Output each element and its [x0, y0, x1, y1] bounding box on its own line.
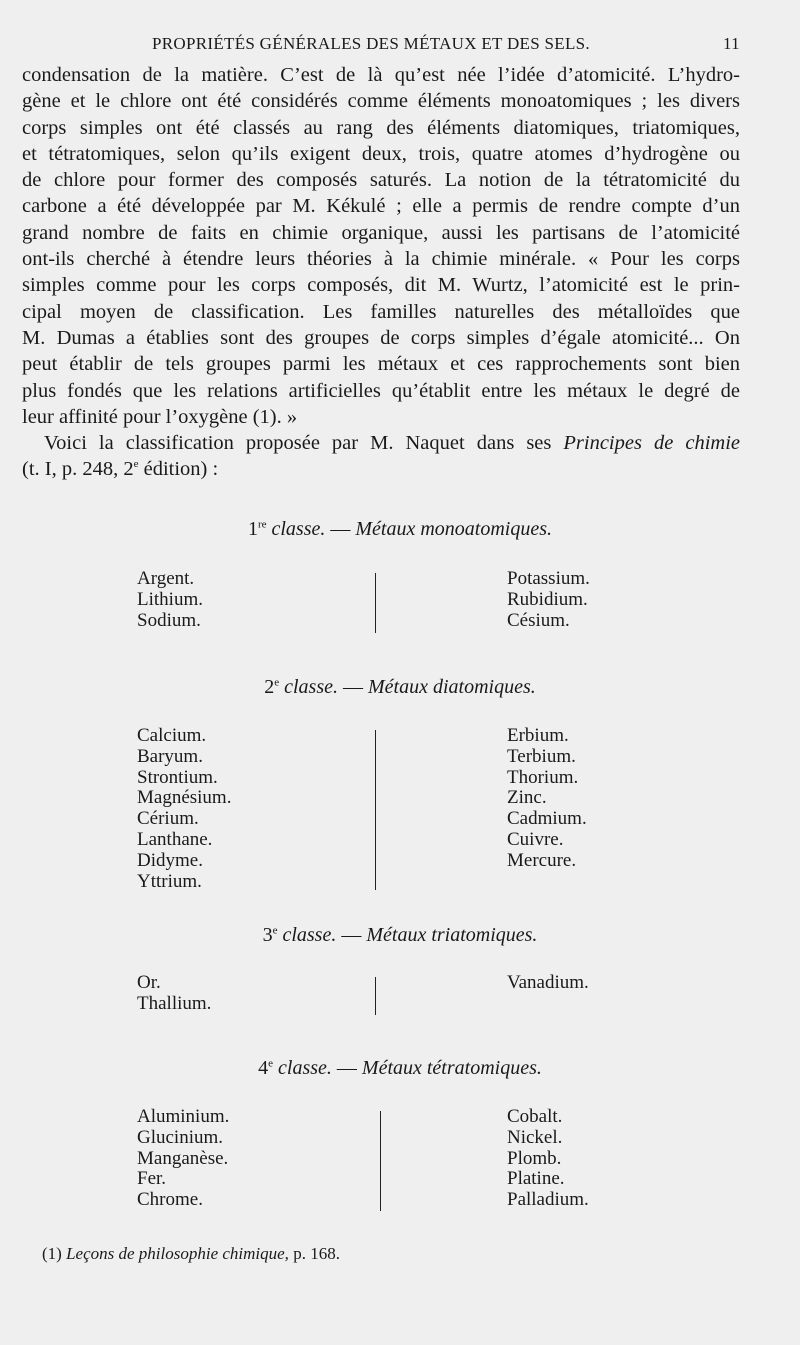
- class-label: classe.: [273, 1057, 332, 1079]
- element-name: Manganèse.: [137, 1147, 229, 1169]
- element-name: Cérium.: [137, 808, 199, 830]
- element-name: Lithium.: [137, 588, 203, 610]
- class-label: classe.: [266, 518, 326, 540]
- text-line: de chlore pour former des composés saturés. La notion de la tétratomicité du: [22, 169, 740, 192]
- element-name: Césium.: [507, 609, 570, 631]
- class-3-right-column: [507, 973, 589, 994]
- element-name: Didyme.: [137, 849, 203, 871]
- element-name: Cobalt.: [507, 1106, 563, 1127]
- text-line: plus fondés que les relations artificielles qu’établit entre les métaux le degré de: [22, 379, 740, 402]
- column-divider: [380, 1111, 381, 1211]
- superscript: re: [257, 518, 267, 531]
- dash: —: [338, 676, 369, 698]
- element-name: Fer.: [137, 1168, 167, 1190]
- text-line: simples comme pour les corps composés, dit M. Wurtz, l’atomicité est le prin-: [22, 274, 740, 297]
- element-name: Mercure.: [507, 849, 577, 871]
- element-name: Potassium.: [507, 568, 590, 589]
- class-number: 1: [247, 518, 258, 540]
- dash: —: [331, 1057, 362, 1079]
- class-3-left-column: [137, 973, 211, 1015]
- text-span: (t. I, p. 248, 2: [22, 458, 134, 481]
- column-divider: [375, 730, 376, 890]
- column-divider: [375, 977, 376, 1015]
- element-name: Calcium.: [137, 725, 207, 746]
- body-paragraph-2: [22, 430, 740, 483]
- class-2-left-column: [137, 726, 231, 892]
- text-span: Voici la classification proposée par M. Naquet dans ses: [44, 432, 564, 454]
- element-name: Zinc.: [507, 787, 547, 809]
- class-4-left-column: [137, 1107, 229, 1211]
- element-name: Plomb.: [507, 1147, 562, 1169]
- text-line: leur affinité pour l’oxygène (1). »: [22, 405, 298, 428]
- page-number: 11: [723, 34, 740, 53]
- text-line: cipal moyen de classification. Les familles naturelles des métalloïdes que: [22, 300, 740, 323]
- element-name: Vanadium.: [507, 972, 589, 993]
- element-name: Magnésium.: [137, 787, 232, 809]
- superscript: e: [274, 676, 280, 689]
- class-3-title: [0, 924, 800, 947]
- class-1-title: [0, 518, 800, 541]
- text-line: M. Dumas a établies sont des groupes de corps simples d’égale atomicité... On: [22, 326, 740, 349]
- text-line: peut établir de tels groupes parmi les métaux et ces rapprochements sont bien: [22, 353, 740, 376]
- class-number: 3: [262, 924, 273, 946]
- class-1-left-column: [137, 569, 203, 631]
- element-name: Yttrium.: [137, 870, 202, 892]
- element-name: Erbium.: [507, 725, 569, 746]
- book-title: Principes de chimie: [563, 432, 740, 454]
- dash: —: [325, 518, 356, 540]
- footnote-text: p. 168.: [288, 1244, 340, 1263]
- running-title: PROPRIÉTÉS GÉNÉRALES DES MÉTAUX ET DES SELS.: [152, 34, 590, 53]
- text-line: [22, 430, 740, 456]
- class-number: 2: [264, 676, 275, 698]
- element-name: Lanthane.: [137, 828, 213, 850]
- text-line: condensation de la matière. C’est de là qu’est née l’idée d’atomicité. L’hydro-: [22, 64, 740, 86]
- element-name: Palladium.: [507, 1189, 589, 1211]
- class-1-right-column: [507, 569, 590, 631]
- class-name: Métaux triatomiques.: [366, 924, 538, 946]
- page-header: [22, 34, 740, 58]
- superscript: e: [133, 458, 139, 471]
- element-name: Rubidium.: [507, 588, 588, 610]
- element-name: Chrome.: [137, 1189, 203, 1211]
- footnote: [42, 1244, 340, 1264]
- element-name: Aluminium.: [137, 1106, 230, 1127]
- class-4-right-column: [507, 1107, 589, 1211]
- class-number: 4: [258, 1057, 269, 1079]
- class-2-title: [0, 676, 800, 699]
- element-name: Cadmium.: [507, 808, 587, 830]
- element-name: Thorium.: [507, 766, 579, 788]
- body-paragraph-1: [22, 62, 740, 430]
- element-name: Argent.: [137, 568, 195, 589]
- element-name: Platine.: [507, 1168, 565, 1190]
- text-line: grand nombre de faits en chimie organique, aussi les partisans de l’atomicité: [22, 221, 740, 244]
- superscript: e: [268, 1057, 274, 1070]
- dash: —: [336, 924, 367, 946]
- element-name: Thallium.: [137, 992, 212, 1014]
- column-divider: [375, 573, 376, 633]
- text-line: [22, 456, 740, 482]
- text-line: gène et le chlore ont été considérés comme éléments monoatomiques ; les divers: [22, 90, 740, 113]
- element-name: Strontium.: [137, 766, 218, 788]
- footnote-title: Leçons de philosophie chimique,: [66, 1244, 289, 1263]
- element-name: Terbium.: [507, 745, 576, 767]
- text-span: édition) :: [138, 458, 219, 481]
- class-name: Métaux monoatomiques.: [355, 518, 553, 540]
- text-line: et tétratomiques, selon qu’ils exigent deux, trois, quatre atomes d’hydrogène ou: [22, 142, 740, 165]
- class-4-title: [0, 1057, 800, 1080]
- text-line: ont-ils cherché à étendre leurs théories à la chimie minérale. « Pour les corps: [22, 248, 740, 271]
- element-name: Sodium.: [137, 609, 201, 631]
- class-label: classe.: [279, 676, 339, 698]
- element-name: Or.: [137, 972, 161, 993]
- text-line: carbone a été développée par M. Kékulé ; elle a permis de rendre compte d’un: [22, 195, 740, 218]
- class-label: classe.: [277, 924, 337, 946]
- superscript: e: [272, 924, 278, 937]
- class-name: Métaux diatomiques.: [368, 676, 536, 698]
- footnote-marker: (1): [42, 1244, 67, 1263]
- class-2-right-column: [507, 726, 587, 872]
- text-line: corps simples ont été classés au rang des éléments diatomiques, triatomiques,: [22, 116, 740, 139]
- element-name: Cuivre.: [507, 828, 564, 850]
- element-name: Nickel.: [507, 1126, 563, 1148]
- element-name: Glucinium.: [137, 1126, 224, 1148]
- class-name: Métaux tétratomiques.: [361, 1057, 542, 1079]
- element-name: Baryum.: [137, 745, 203, 767]
